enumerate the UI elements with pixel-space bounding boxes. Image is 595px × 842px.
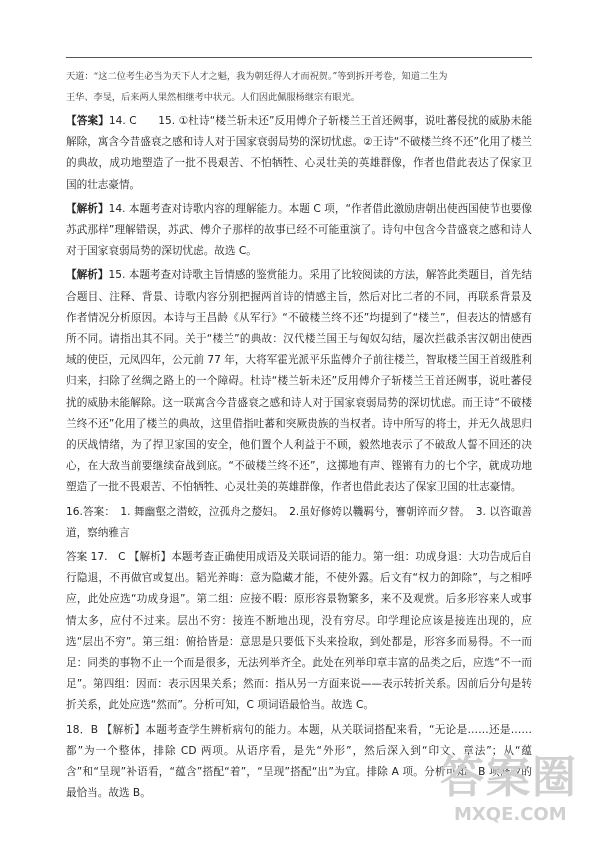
watermark-logo xyxy=(440,752,590,838)
answer-16 xyxy=(66,502,532,544)
answer-17 xyxy=(66,547,532,717)
logo-text: 答案圈 xyxy=(440,752,578,803)
quote-line-2: 王华、李旻，后来两人果然相继考中状元。人们因此佩服杨继宗有眼光。 xyxy=(66,92,360,103)
analysis-15 xyxy=(66,265,532,498)
answer-text: 18．B 【解析】本题考查学生辨析病句的能力。本题，从关联词搭配来看，“无论是……还是……都”为一个整体，排除 CD 两项。从语序看，是先“外形”，然后深入到“印文、章法”；从“蕴含”和“呈现”补语看，“蕴含”搭配“着”，“呈现”搭配“出”为宜。排除 A 项。分析可知，B 项修改的最恰当。故选 B。 xyxy=(66,723,532,800)
analysis-text: 14. 本题考查对诗歌内容的理解能力。本题 C 项，“作者借此激励唐朝出使西国使节也要像苏武那样”理解错误，苏武、傅介子那样的故事已经不可能重演了。诗句中包含今昔盛衰之感和诗人对于国家衰弱局势的深切忧虑。故选 C。 xyxy=(66,202,532,258)
analysis-tag: 【解析】 xyxy=(66,202,109,215)
analysis-14 xyxy=(66,199,532,263)
answer-text: 答案 17. C 【解析】本题考查正确使用成语及关联词语的能力。第一组：功成身退：大功告成后自行隐退，不再做官或复出。韬光养晦：意为隐藏才能，不使外露。后文有“权力的卸除”，与之相呼应，此处应选“功成身退”。第二组：应接不暇：原形容景物繁多，来不及观赏。后多形容来人或事情太多，应付不过来。层出不穷：接连不断地出现，没有穷尽。印学理论应该是接连出现的，应选“层出不穷”。第三组：俯拾皆是：意思是只要低下头来捡取，到处都是，形容多而易得。不一而足：同类的事物不止一个而是很多，无法列举齐全。此处在列举印章丰富的品类之后，应选“不一而足”。第四组：因而：表示因果关系；然而：指从另一方面来说——表示转折关系。因前后分句是转折关系，此处应选“然而”。分析可知，C 项词语最恰当。故选 C。 xyxy=(66,551,532,712)
analysis-tag: 【解析】 xyxy=(66,269,109,282)
answer-text: 16.答案： 1. 舞幽壑之潜蛟，泣孤舟之嫠妇。 2.虽好修姱以鞿羁兮，謇朝谇而夕替。 3. 以咨诹善道，察纳雅言 xyxy=(66,505,532,539)
answer-14-15 xyxy=(66,111,532,196)
document-body xyxy=(66,66,532,805)
analysis-text: 15. 本题考查对诗歌主旨情感的鉴赏能力。采用了比较阅读的方法，解答此类题目，首先结合题目、注释、背景、诗歌内容分别把握两首诗的情感主旨，然后对比二者的不同，再联系背景及作者情况分析原因。本诗与王昌龄《从军行》“不破楼兰终不还”均提到了“楼兰”，但表达的情感有所不同。请指出其不同。关于“楼兰”的典故：汉代楼兰国王与匈奴勾结，屡次拦截杀害汉朝出使西域的使臣，元凤四年，公元前 77 年，大将军霍光派平乐监傅介子前往楼兰，智取楼兰国王首级胜利归来，扫除了丝绸之路上的一个障碍。杜诗“楼兰斩未还”反用傅介子斩楼兰王首还阙事，说吐蕃侵扰的威胁未能解除。这一联寓含今昔盛衰之感和诗人对于国家衰弱局势的深切忧虑。而王诗“不破楼兰终不还”化用了楼兰的典故，这里借指吐蕃和突厥贵族的当权者。诗中所写的将士，并无久战思归的厌战情绪，为了捍卫家国的安全，他们置个人利益于不顾，毅然地表示了不破敌人誓不回还的决心，在大敌当前要继续奋战到底。“不破楼兰终不还”，这掷地有声、铿锵有力的七个字，就成功地塑造了一批不畏艰苦、不怕牺牲、心灵壮美的英雄群像，作者也借此表达了保家卫国的壮志豪情。 xyxy=(66,269,533,494)
answer-text: 14. C 15. ①杜诗“楼兰斩未还”反用傅介子斩楼兰王首还阙事，说吐蕃侵扰的威胁未能解除，寓含今昔盛衰之感和诗人对于国家衰弱局势的深切忧虑。②王诗“不破楼兰终不还”化用了楼兰的典故，成功地塑造了一批不畏艰苦、不怕牺牲、心灵壮美的英雄群像，作者也借此表达了保家卫国的壮志豪情。 xyxy=(66,115,532,191)
quote-block xyxy=(66,66,532,108)
quote-line-1: 天道：“这二位考生必当为天下人才之魁，我为朝廷得人才而祝贺。”等到拆开考卷，知道二生为 xyxy=(66,71,448,82)
header-rule xyxy=(66,57,532,58)
logo-url: MXQE.COM xyxy=(454,804,567,825)
answer-tag: 【答案】 xyxy=(66,115,109,127)
